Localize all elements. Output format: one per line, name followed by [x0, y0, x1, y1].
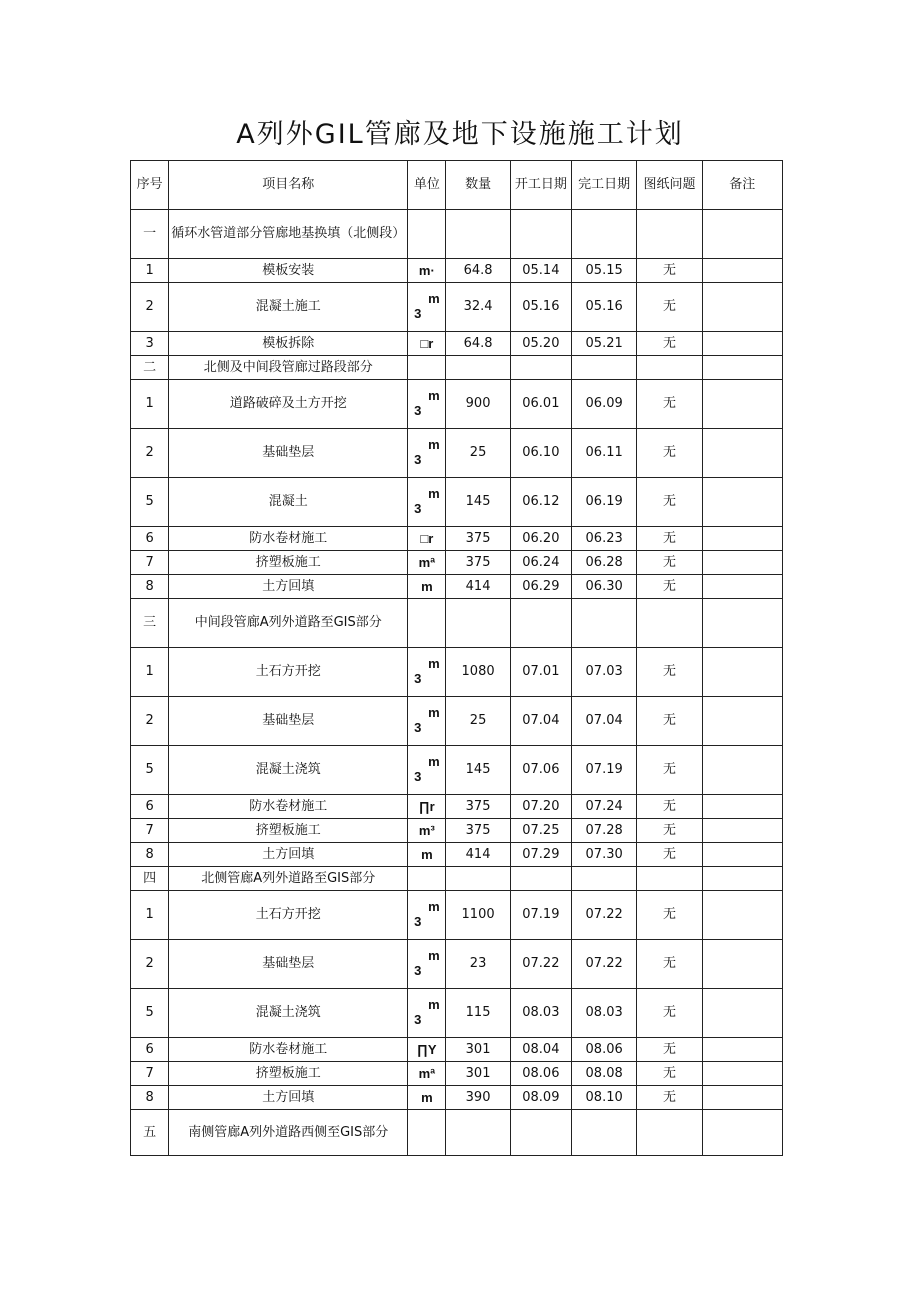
unit-top: m	[428, 899, 440, 914]
unit-top: m³	[418, 822, 435, 838]
row-qty: 145	[446, 478, 510, 527]
row-start: 08.06	[510, 1062, 571, 1086]
row-start: 07.19	[510, 891, 571, 940]
row-start: 07.04	[510, 697, 571, 746]
row-unit	[408, 1086, 446, 1110]
empty-cell	[572, 210, 637, 259]
row-unit	[408, 259, 446, 283]
unit-top: m	[421, 846, 433, 862]
row-name: 模板拆除	[169, 332, 408, 356]
unit-bottom: 3	[414, 452, 422, 467]
table-row	[131, 332, 783, 356]
row-seq: 8	[131, 1086, 169, 1110]
row-name: 挤塑板施工	[169, 551, 408, 575]
unit-label	[419, 823, 435, 838]
empty-cell	[446, 210, 510, 259]
table-row	[131, 940, 783, 989]
table-row	[131, 575, 783, 599]
row-issue: 无	[637, 819, 702, 843]
row-seq: 7	[131, 1062, 169, 1086]
unit-label	[414, 705, 440, 735]
section-name: 南侧管廊A列外道路西侧至GIS部分	[169, 1110, 408, 1156]
row-issue: 无	[637, 478, 702, 527]
unit-label	[414, 754, 440, 784]
row-unit	[408, 989, 446, 1038]
row-note	[702, 891, 782, 940]
section-seq: 一	[131, 210, 169, 259]
row-issue: 无	[637, 283, 702, 332]
row-qty: 375	[446, 819, 510, 843]
row-note	[702, 989, 782, 1038]
table-row	[131, 648, 783, 697]
unit-label	[414, 486, 440, 516]
empty-cell	[637, 599, 702, 648]
row-seq: 3	[131, 332, 169, 356]
empty-cell	[446, 867, 510, 891]
row-qty: 375	[446, 527, 510, 551]
row-start: 07.25	[510, 819, 571, 843]
empty-cell	[572, 356, 637, 380]
row-qty: 1080	[446, 648, 510, 697]
row-issue: 无	[637, 380, 702, 429]
row-name: 模板安装	[169, 259, 408, 283]
header-qty: 数量	[446, 161, 510, 210]
unit-label	[421, 1090, 433, 1105]
table-row	[131, 697, 783, 746]
row-issue: 无	[637, 940, 702, 989]
row-unit	[408, 429, 446, 478]
unit-top: m	[421, 1089, 433, 1105]
row-name: 基础垫层	[169, 429, 408, 478]
unit-label	[417, 1042, 436, 1057]
section-seq: 四	[131, 867, 169, 891]
row-name: 道路破碎及土方开挖	[169, 380, 408, 429]
row-issue: 无	[637, 1062, 702, 1086]
header-unit: 单位	[408, 161, 446, 210]
row-issue: 无	[637, 1038, 702, 1062]
unit-label	[419, 263, 435, 278]
table-row	[131, 843, 783, 867]
row-note	[702, 283, 782, 332]
row-end: 07.28	[572, 819, 637, 843]
row-issue: 无	[637, 697, 702, 746]
unit-top: mª	[418, 1065, 436, 1081]
table-row	[131, 283, 783, 332]
row-note	[702, 1038, 782, 1062]
row-unit	[408, 478, 446, 527]
row-name: 土方回填	[169, 1086, 408, 1110]
unit-top: m	[428, 948, 440, 963]
row-start: 06.29	[510, 575, 571, 599]
section-seq: 二	[131, 356, 169, 380]
header-seq: 序号	[131, 161, 169, 210]
row-note	[702, 575, 782, 599]
row-unit	[408, 551, 446, 575]
section-row	[131, 210, 783, 259]
table-row	[131, 551, 783, 575]
empty-cell	[572, 599, 637, 648]
row-seq: 6	[131, 527, 169, 551]
row-unit	[408, 1038, 446, 1062]
empty-cell	[408, 867, 446, 891]
row-end: 07.22	[572, 940, 637, 989]
section-row	[131, 599, 783, 648]
header-start: 开工日期	[510, 161, 571, 210]
row-seq: 6	[131, 1038, 169, 1062]
row-issue: 无	[637, 746, 702, 795]
empty-cell	[637, 210, 702, 259]
unit-top: m	[428, 486, 440, 501]
row-end: 08.06	[572, 1038, 637, 1062]
row-unit	[408, 697, 446, 746]
row-end: 07.22	[572, 891, 637, 940]
unit-label	[419, 799, 435, 814]
empty-cell	[637, 1110, 702, 1156]
row-name: 挤塑板施工	[169, 819, 408, 843]
row-note	[702, 380, 782, 429]
row-start: 06.20	[510, 527, 571, 551]
row-note	[702, 746, 782, 795]
row-issue: 无	[637, 551, 702, 575]
unit-label	[414, 656, 440, 686]
unit-label	[421, 847, 433, 862]
table-row	[131, 1038, 783, 1062]
table-header-row	[131, 161, 783, 210]
empty-cell	[408, 356, 446, 380]
row-issue: 无	[637, 843, 702, 867]
row-unit	[408, 746, 446, 795]
row-name: 混凝土浇筑	[169, 746, 408, 795]
row-start: 07.06	[510, 746, 571, 795]
row-end: 06.19	[572, 478, 637, 527]
table-row	[131, 527, 783, 551]
row-note	[702, 478, 782, 527]
unit-top: m	[428, 437, 440, 452]
empty-cell	[637, 356, 702, 380]
row-start: 08.04	[510, 1038, 571, 1062]
row-start: 07.20	[510, 795, 571, 819]
unit-bottom: 3	[414, 769, 422, 784]
row-issue: 无	[637, 575, 702, 599]
row-seq: 2	[131, 429, 169, 478]
unit-label	[414, 997, 440, 1027]
unit-top: m	[421, 578, 433, 594]
header-name: 项目名称	[169, 161, 408, 210]
row-end: 07.30	[572, 843, 637, 867]
row-qty: 64.8	[446, 332, 510, 356]
row-unit	[408, 575, 446, 599]
unit-label	[414, 388, 440, 418]
row-name: 混凝土	[169, 478, 408, 527]
row-name: 挤塑板施工	[169, 1062, 408, 1086]
table-row	[131, 429, 783, 478]
unit-label	[414, 899, 440, 929]
row-qty: 1100	[446, 891, 510, 940]
row-seq: 8	[131, 843, 169, 867]
row-end: 06.30	[572, 575, 637, 599]
row-qty: 414	[446, 575, 510, 599]
row-end: 07.03	[572, 648, 637, 697]
row-issue: 无	[637, 795, 702, 819]
unit-label	[414, 948, 440, 978]
header-note: 备注	[702, 161, 782, 210]
row-unit	[408, 648, 446, 697]
row-end: 05.16	[572, 283, 637, 332]
document-title: A列外GIL管廊及地下设施施工计划	[236, 119, 684, 150]
unit-top: m	[428, 705, 440, 720]
header-issue: 图纸问题	[637, 161, 702, 210]
empty-cell	[408, 210, 446, 259]
row-unit	[408, 891, 446, 940]
table-row	[131, 989, 783, 1038]
unit-label	[419, 555, 435, 570]
empty-cell	[510, 867, 571, 891]
row-end: 06.09	[572, 380, 637, 429]
unit-top: m	[428, 754, 440, 769]
row-qty: 375	[446, 795, 510, 819]
row-name: 土石方开挖	[169, 891, 408, 940]
row-start: 07.01	[510, 648, 571, 697]
row-seq: 1	[131, 380, 169, 429]
row-note	[702, 551, 782, 575]
unit-label	[420, 336, 433, 351]
empty-cell	[510, 1110, 571, 1156]
row-start: 05.16	[510, 283, 571, 332]
unit-label	[414, 291, 440, 321]
row-unit	[408, 527, 446, 551]
row-start: 06.10	[510, 429, 571, 478]
row-end: 08.08	[572, 1062, 637, 1086]
row-seq: 5	[131, 478, 169, 527]
empty-cell	[408, 599, 446, 648]
row-seq: 5	[131, 989, 169, 1038]
row-name: 土方回填	[169, 575, 408, 599]
row-note	[702, 843, 782, 867]
section-name: 北侧管廊A列外道路至GIS部分	[169, 867, 408, 891]
row-qty: 375	[446, 551, 510, 575]
table-row	[131, 1062, 783, 1086]
row-start: 06.12	[510, 478, 571, 527]
empty-cell	[408, 1110, 446, 1156]
row-name: 防水卷材施工	[169, 795, 408, 819]
row-name: 土石方开挖	[169, 648, 408, 697]
row-note	[702, 795, 782, 819]
row-unit	[408, 283, 446, 332]
row-qty: 145	[446, 746, 510, 795]
row-seq: 1	[131, 259, 169, 283]
row-seq: 2	[131, 283, 169, 332]
empty-cell	[446, 356, 510, 380]
unit-bottom: 3	[414, 403, 422, 418]
row-note	[702, 819, 782, 843]
section-name: 中间段管廊A列外道路至GIS部分	[169, 599, 408, 648]
row-name: 混凝土浇筑	[169, 989, 408, 1038]
empty-cell	[702, 599, 782, 648]
row-qty: 900	[446, 380, 510, 429]
unit-top: m	[428, 291, 440, 306]
construction-plan-table	[130, 160, 783, 1156]
row-issue: 无	[637, 989, 702, 1038]
row-end: 06.28	[572, 551, 637, 575]
table-row	[131, 795, 783, 819]
row-issue: 无	[637, 259, 702, 283]
section-seq: 五	[131, 1110, 169, 1156]
row-issue: 无	[637, 648, 702, 697]
section-name: 循环水管道部分管廊地基换填（北侧段）	[169, 210, 408, 259]
table-row	[131, 891, 783, 940]
row-unit	[408, 795, 446, 819]
row-start: 08.03	[510, 989, 571, 1038]
row-issue: 无	[637, 527, 702, 551]
row-end: 07.24	[572, 795, 637, 819]
empty-cell	[702, 1110, 782, 1156]
row-start: 05.20	[510, 332, 571, 356]
row-issue: 无	[637, 891, 702, 940]
row-unit	[408, 940, 446, 989]
unit-top: □r	[420, 335, 434, 351]
row-qty: 23	[446, 940, 510, 989]
unit-top: □r	[420, 530, 434, 546]
unit-bottom: 3	[414, 914, 422, 929]
row-issue: 无	[637, 332, 702, 356]
row-name: 防水卷材施工	[169, 1038, 408, 1062]
empty-cell	[510, 356, 571, 380]
unit-top: ∏Y	[417, 1041, 437, 1057]
unit-label	[414, 437, 440, 467]
row-note	[702, 429, 782, 478]
empty-cell	[702, 210, 782, 259]
unit-bottom: 3	[414, 1012, 422, 1027]
header-end: 完工日期	[572, 161, 637, 210]
table-row	[131, 380, 783, 429]
row-issue: 无	[637, 429, 702, 478]
empty-cell	[510, 599, 571, 648]
unit-bottom: 3	[414, 501, 422, 516]
row-unit	[408, 380, 446, 429]
row-qty: 390	[446, 1086, 510, 1110]
row-qty: 301	[446, 1062, 510, 1086]
empty-cell	[702, 356, 782, 380]
row-end: 08.10	[572, 1086, 637, 1110]
row-end: 05.15	[572, 259, 637, 283]
row-name: 基础垫层	[169, 697, 408, 746]
table-row	[131, 746, 783, 795]
row-seq: 5	[131, 746, 169, 795]
row-qty: 64.8	[446, 259, 510, 283]
row-end: 06.11	[572, 429, 637, 478]
table-row	[131, 1086, 783, 1110]
row-seq: 8	[131, 575, 169, 599]
section-row	[131, 867, 783, 891]
row-name: 土方回填	[169, 843, 408, 867]
unit-top: ∏r	[418, 798, 435, 814]
table-row	[131, 478, 783, 527]
row-note	[702, 527, 782, 551]
row-note	[702, 1062, 782, 1086]
row-start: 07.22	[510, 940, 571, 989]
row-qty: 25	[446, 697, 510, 746]
table-row	[131, 259, 783, 283]
row-note	[702, 259, 782, 283]
row-end: 07.04	[572, 697, 637, 746]
row-seq: 2	[131, 697, 169, 746]
unit-bottom: 3	[414, 671, 422, 686]
unit-label	[421, 579, 433, 594]
empty-cell	[510, 210, 571, 259]
row-qty: 25	[446, 429, 510, 478]
row-seq: 7	[131, 551, 169, 575]
unit-bottom: 3	[414, 720, 422, 735]
row-name: 基础垫层	[169, 940, 408, 989]
empty-cell	[446, 1110, 510, 1156]
row-seq: 7	[131, 819, 169, 843]
section-seq: 三	[131, 599, 169, 648]
unit-bottom: 3	[414, 306, 422, 321]
row-note	[702, 332, 782, 356]
row-end: 08.03	[572, 989, 637, 1038]
row-issue: 无	[637, 1086, 702, 1110]
row-start: 08.09	[510, 1086, 571, 1110]
unit-top: m·	[418, 262, 435, 278]
row-seq: 2	[131, 940, 169, 989]
row-end: 05.21	[572, 332, 637, 356]
section-row	[131, 356, 783, 380]
table-row	[131, 819, 783, 843]
unit-top: m	[428, 388, 440, 403]
row-unit	[408, 1062, 446, 1086]
row-start: 06.01	[510, 380, 571, 429]
row-qty: 301	[446, 1038, 510, 1062]
row-end: 06.23	[572, 527, 637, 551]
unit-top: mª	[418, 554, 436, 570]
row-seq: 1	[131, 891, 169, 940]
empty-cell	[702, 867, 782, 891]
row-note	[702, 1086, 782, 1110]
row-qty: 414	[446, 843, 510, 867]
row-seq: 1	[131, 648, 169, 697]
unit-top: m	[428, 656, 440, 671]
row-name: 防水卷材施工	[169, 527, 408, 551]
unit-bottom: 3	[414, 963, 422, 978]
row-qty: 32.4	[446, 283, 510, 332]
row-unit	[408, 843, 446, 867]
section-name: 北侧及中间段管廊过路段部分	[169, 356, 408, 380]
empty-cell	[637, 867, 702, 891]
row-note	[702, 648, 782, 697]
row-note	[702, 697, 782, 746]
row-unit	[408, 819, 446, 843]
unit-label	[420, 531, 433, 546]
row-seq: 6	[131, 795, 169, 819]
row-start: 05.14	[510, 259, 571, 283]
empty-cell	[572, 867, 637, 891]
unit-label	[419, 1066, 435, 1081]
row-note	[702, 940, 782, 989]
row-unit	[408, 332, 446, 356]
row-qty: 115	[446, 989, 510, 1038]
row-start: 07.29	[510, 843, 571, 867]
row-end: 07.19	[572, 746, 637, 795]
row-start: 06.24	[510, 551, 571, 575]
empty-cell	[572, 1110, 637, 1156]
row-name: 混凝土施工	[169, 283, 408, 332]
empty-cell	[446, 599, 510, 648]
section-row	[131, 1110, 783, 1156]
unit-top: m	[428, 997, 440, 1012]
